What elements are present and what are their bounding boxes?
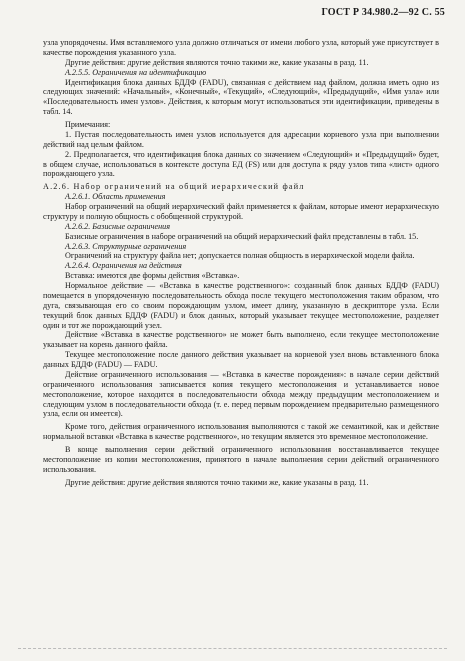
section-heading: А.2.6. Набор ограничений на общий иерархический файл (43, 182, 305, 192)
paragraph: Вставка: имеются две формы действия «Вставка». (65, 271, 240, 281)
document-body (43, 38, 439, 488)
subsection-heading: А.2.6.3. Структурные ограничения (65, 241, 187, 251)
subsection-heading: А.2.6.2. Базисные ограничения (65, 221, 170, 231)
paragraph: Идентификация блока данных БДДФ (FADU), связанная с действием над файлом, должна иметь одно из следующих значений: «Начальный», «Конечный», «Текущий», «Следующий», «Предыдущий», «Имя узла» или «Последовательность имен узлов». Действия, к которым могут использоваться эти идентификации, приведены в табл. 14. (43, 77, 439, 117)
paragraph: Ограничений на структуру файла нет; допускается полная общность в иерархической модели файла. (65, 251, 415, 261)
paragraph: Действие ограниченного использования — «Вставка в качестве порождения»: в начале серии действий ограниченного использования записывается копия текущего местоположения и устанавливается новое местоположение, которое находится в последовательности обхода между предыдущим местоположением и следующим узлом в последовательности обхода (т. е. перед первым порождением предварительно размещенного узла, если он имеется). (43, 369, 439, 419)
paragraph: Другие действия: другие действия являются точно такими же, какие указаны в разд. 11. (65, 57, 369, 67)
paragraph: Базисные ограничения в наборе ограничений на общий иерархический файл представлены в табл. 15. (65, 231, 419, 241)
paragraph: Нормальное действие — «Вставка в качестве родственного»: созданный блок данных БДДФ (FADU) помещается в упорядоченную последовательность обхода после текущего местоположения таким образом, что дуга, связывающая его со своим порождающим узлом, имеет длину, указанную в дескрипторе узла. Если текущий блок данных БДДФ (FADU) и блок данных, который указывает текущее местоположение, разделяет один и тот же порождающий узел. (43, 281, 439, 330)
page-divider (18, 648, 447, 649)
paragraph: В конце выполнения серии действий ограниченного использования восстанавливается текущее местоположение из копии местоположения, принятого в начале выполнения серии действий ограниченного использования. (43, 445, 439, 474)
notes-heading: Примечания: (65, 120, 111, 129)
paragraph: Другие действия: другие действия являются точно такими же, какие указаны в разд. 11. (65, 477, 369, 487)
note-item: 1. Пустая последовательность имен узлов используется для адресации корневого узла при выполнении действий над целым файлом. (43, 129, 439, 149)
section-heading: А.2.5.5. Ограничения на идентификацию (65, 67, 207, 77)
subsection-heading: А.2.6.4. Ограничения на действия (65, 261, 182, 271)
subsection-heading: А.2.6.1. Область применения (65, 192, 166, 202)
paragraph: Кроме того, действия ограниченного использования выполняются с такой же семантикой, как и действие нормальной вставки «Вставка в качестве родственного», но текущим является это временное местоположение. (43, 422, 439, 442)
paragraph: Набор ограничений на общий иерархический файл применяется к файлам, которые имеют иерархическую структуру и полную общность с обобщенной структурой. (43, 202, 439, 221)
note-item: 2. Предполагается, что идентификация блока данных со значением «Следующий» и «Предыдущий» будет, в общем случае, использоваться в контексте доступа ЕД (FS) или для доступа к ряду узлов типа «лист» одного порождающего узла. (43, 149, 439, 179)
paragraph: Текущее местоположение после данного действия указывает на корневой узел вновь вставленного блока данных БДДФ (FADU) — FADU. (43, 350, 439, 369)
paragraph: узла упорядочены. Имя вставляемого узла должно отличаться от имени любого узла, который уже присутствует в качестве порождения указанного узла. (43, 38, 439, 57)
paragraph: Действие «Вставка в качестве родственного» не может быть выполнено, если текущее местоположение указывает на корень данного файла. (43, 330, 439, 350)
page-header: ГОСТ Р 34.980.2—92 С. 55 (321, 7, 445, 18)
